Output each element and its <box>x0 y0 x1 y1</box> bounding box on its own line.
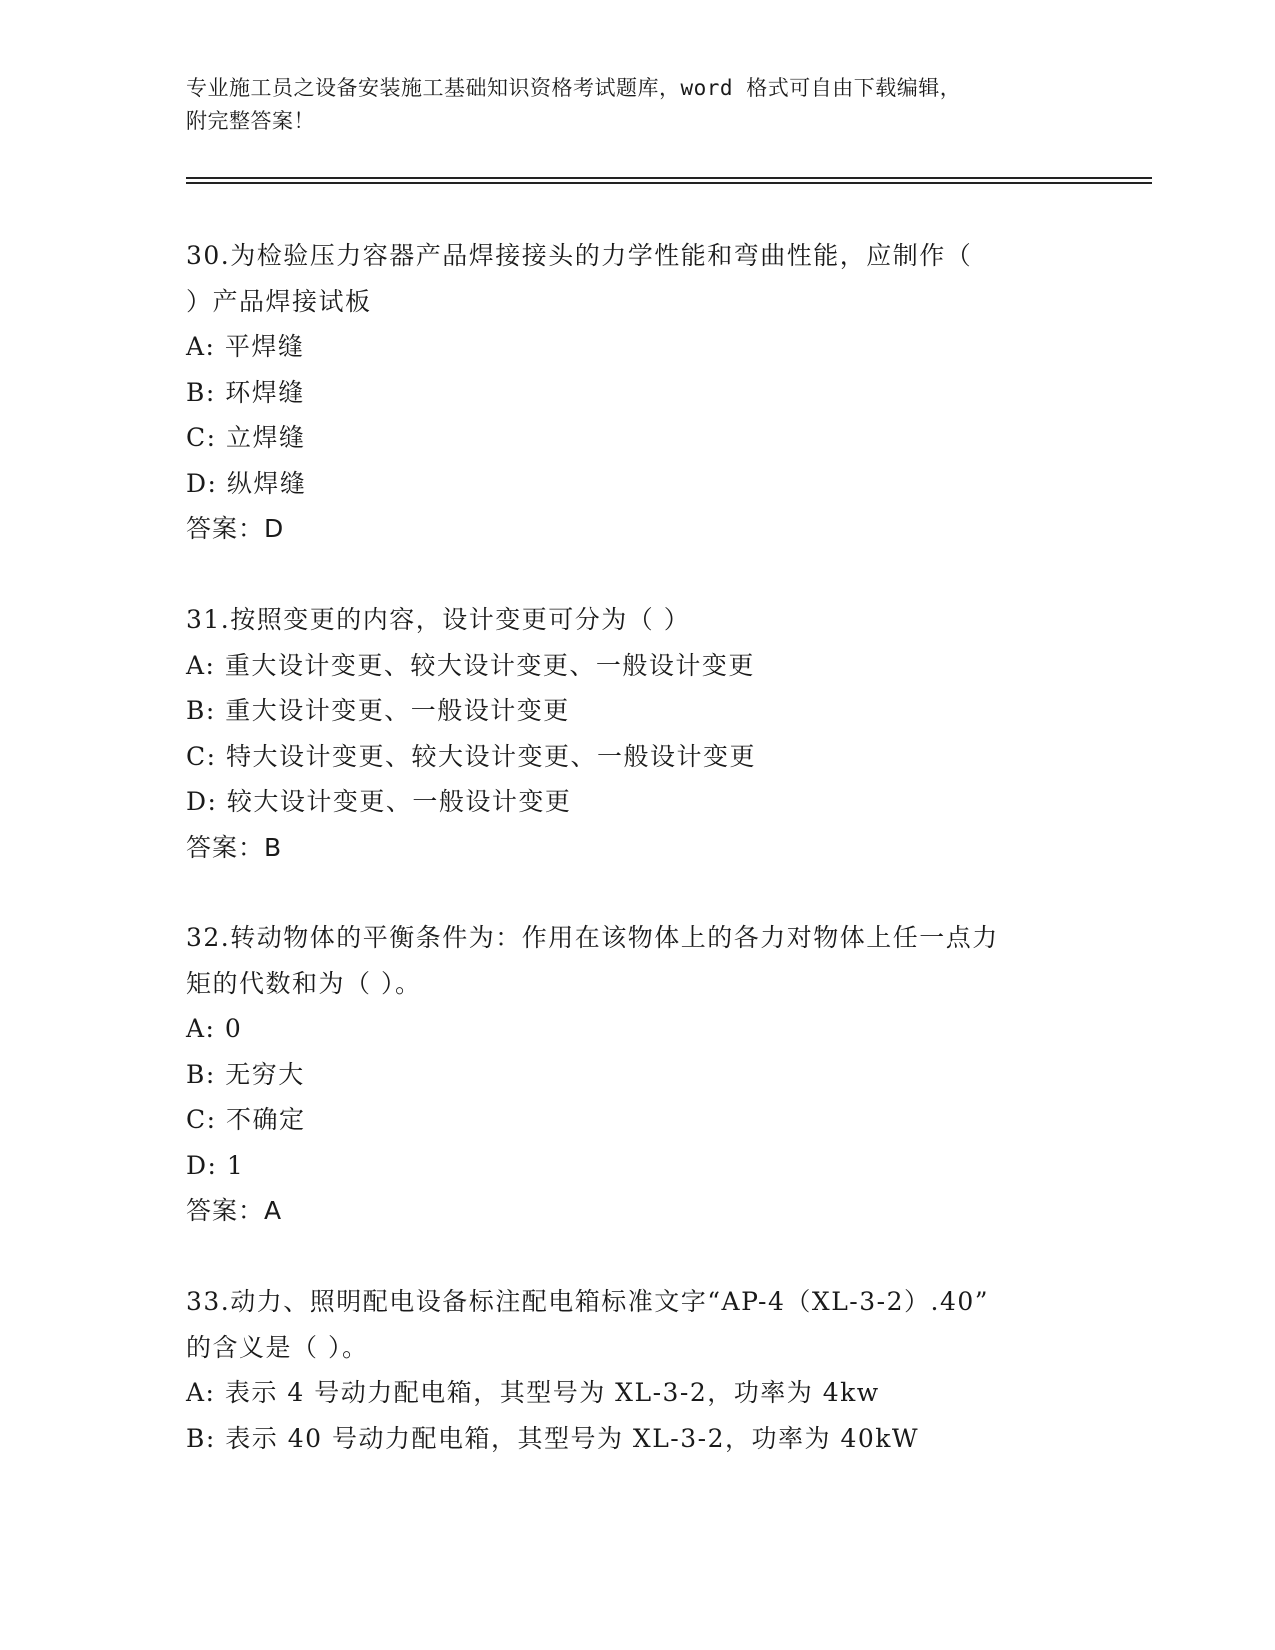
answer: 答案：B <box>186 832 283 862</box>
question-30 <box>186 233 1086 552</box>
question-33 <box>186 1279 1086 1461</box>
option-c: C: 立焊缝 <box>186 423 306 452</box>
option-d: D: 较大设计变更、一般设计变更 <box>186 787 572 816</box>
option-b: B: 重大设计变更、一般设计变更 <box>186 696 570 725</box>
option-a: A: 重大设计变更、较大设计变更、一般设计变更 <box>186 650 755 680</box>
question-stem-line-2: 的含义是（ ）。 <box>186 1332 369 1362</box>
header-divider-bottom <box>186 182 1152 184</box>
option-c: C: 特大设计变更、较大设计变更、一般设计变更 <box>186 741 756 771</box>
option-d: D: 纵焊缝 <box>186 468 307 498</box>
question-31 <box>186 597 1086 870</box>
option-b: B: 表示 40 号动力配电箱，其型号为 XL-3-2，功率为 40kW <box>186 1423 920 1453</box>
question-stem-line-1: 33.动力、照明配电设备标注配电箱标准文字“AP-4（XL-3-2）.40” <box>186 1287 990 1316</box>
header-line-2: 附完整答案！ <box>186 109 315 133</box>
option-a: A: 0 <box>186 1014 243 1043</box>
question-32 <box>186 915 1086 1234</box>
option-d: D: 1 <box>186 1150 245 1180</box>
header-line-1: 专业施工员之设备安装施工基础知识资格考试题库，word 格式可自由下载编辑， <box>186 76 962 100</box>
option-a: A: 平焊缝 <box>186 332 305 361</box>
question-stem-line-1: 31.按照变更的内容，设计变更可分为（ ） <box>186 605 691 634</box>
option-b: B: 无穷大 <box>186 1059 305 1089</box>
question-stem-line-2: 矩的代数和为（ ）。 <box>186 968 422 998</box>
option-c: C: 不确定 <box>186 1105 306 1134</box>
question-stem-line-1: 30.为检验压力容器产品焊接接头的力学性能和弯曲性能，应制作（ <box>186 241 973 270</box>
answer: 答案：D <box>186 514 285 543</box>
question-stem-line-2: ）产品焊接试板 <box>186 286 372 316</box>
option-a: A: 表示 4 号动力配电箱，其型号为 XL-3-2，功率为 4kw <box>186 1378 880 1407</box>
header-divider-top <box>186 177 1152 179</box>
document-header <box>186 72 1086 138</box>
answer: 答案：A <box>186 1196 283 1225</box>
option-b: B: 环焊缝 <box>186 377 305 407</box>
question-stem-line-1: 32.转动物体的平衡条件为：作用在该物体上的各力对物体上任一点力 <box>186 923 999 952</box>
